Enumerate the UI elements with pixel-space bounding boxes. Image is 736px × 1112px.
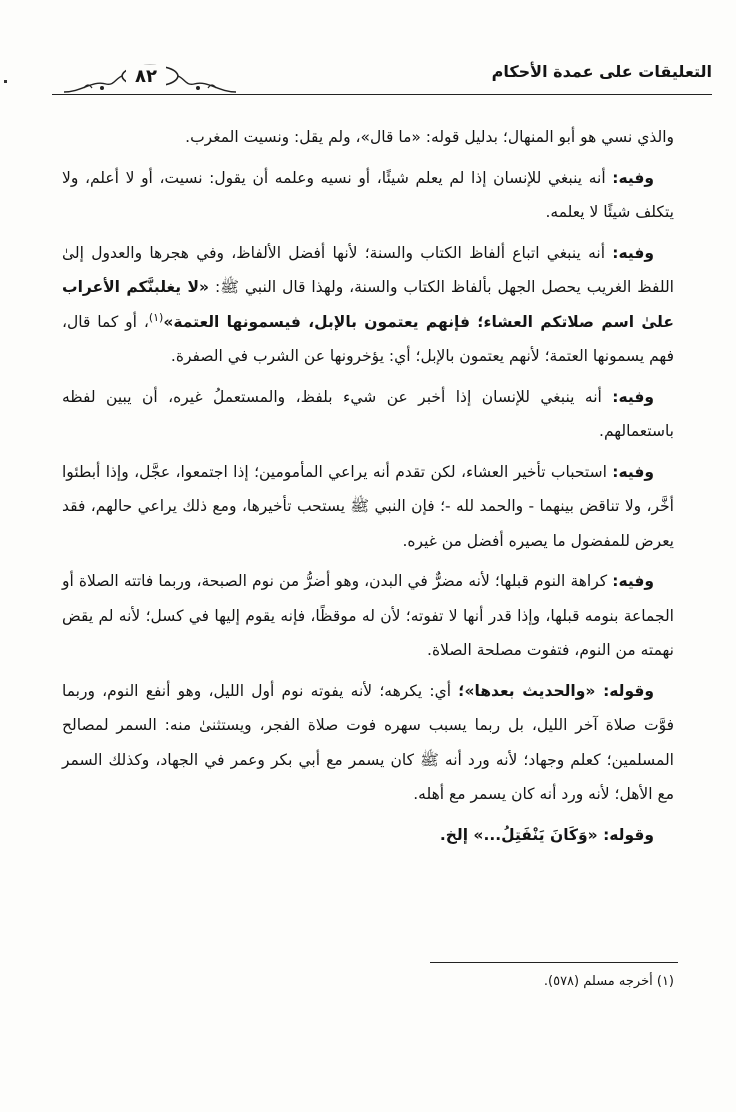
paragraph-2 xyxy=(62,161,674,230)
paragraph-3 xyxy=(62,236,674,374)
paragraph-lead: وقوله: «وَكَانَ يَنْفَتِلُ...» إلخ. xyxy=(439,825,654,844)
paragraph-lead: وفيه: xyxy=(612,243,654,262)
paragraph-4 xyxy=(62,380,674,449)
paragraph-5 xyxy=(62,455,674,559)
page-header xyxy=(52,58,712,106)
paragraph-text: أي: يكرهه؛ لأنه يفوته نوم أول الليل، وهو أنفع النوم، وربما فوَّت صلاة آخر الليل، بل ربما يسبب سهره فوت صلاة الفجر، ويستثنىٰ منه: السمر لمصالح المسلمين؛ كعلم وجهاد؛ لأنه ورد أنه ﷺ كان يسمر مع أبي بكر وعمر في الجهاد، وكذلك السمر مع الأهل؛ لأنه ورد أنه كان يسمر مع أهله. xyxy=(62,681,674,803)
paragraph-6 xyxy=(62,564,674,668)
paragraph-text: أنه ينبغي اتباع ألفاظ الكتاب والسنة؛ لأنها أفضل الألفاظ، وفي هجرها والعدول إلىٰ اللفظ الغريب يحصل الجهل بألفاظ الكتاب والسنة، ولهذا قال النبي ﷺ: xyxy=(62,243,674,296)
paragraph-text-continued: ، أو كما قال، فهم يسمونها العتمة؛ لأنهم يعتمون بالإبل؛ أي: يؤخرونها عن الشرب في الصفرة. xyxy=(62,312,674,365)
paragraph-text: أنه ينبغي للإنسان إذا لم يعلم شيئًا، أو نسيه وعلمه أن يقول: نسيت، أو لا أعلم، ولا يتكلف شيئًا لا يعلمه. xyxy=(62,168,674,221)
running-title: التعليقات على عمدة الأحكام xyxy=(491,62,712,81)
paragraph-1 xyxy=(62,120,674,155)
page-number-ornament xyxy=(62,58,238,98)
paragraph-lead: وفيه: xyxy=(612,462,654,481)
paragraph-8 xyxy=(62,818,674,853)
paragraph-lead: وفيه: xyxy=(612,572,654,590)
paragraph-lead: وفيه: xyxy=(612,387,654,406)
footnote: (١) أخرجه مسلم (٥٧٨). xyxy=(543,974,674,989)
page-number: ٨٢ xyxy=(126,65,166,89)
scan-speck xyxy=(4,80,7,83)
paragraph-7 xyxy=(62,674,674,812)
paragraph-lead: وفيه: xyxy=(612,168,654,187)
main-text xyxy=(62,120,674,858)
paragraph-text: والذي نسي هو أبو المنهال؛ بدليل قوله: «ما قال»، ولم يقل: ونسيت المغرب. xyxy=(185,128,674,146)
footnote-marker: (١) xyxy=(148,310,164,324)
paragraph-text: استحباب تأخير العشاء، لكن تقدم أنه يراعي المأمومين؛ إذا اجتمعوا، عجَّل، وإذا أبطئوا أخَّر، ولا تناقض بينهما - والحمد لله -؛ فإن النبي ﷺ يستحب تأخيرها، ومع ذلك يراعي حالهم، فقد يعرض للمفضول ما يصيره أفضل من غيره. xyxy=(62,462,674,550)
paragraph-text: أنه ينبغي للإنسان إذا أخبر عن شيء بلفظ، والمستعملُ غيره، أن يبين لفظه باستعمالهم. xyxy=(62,387,674,440)
footnote-rule xyxy=(430,962,678,963)
paragraph-text: كراهة النوم قبلها؛ لأنه مضرٌّ في البدن، وهو أضرُّ من نوم الصبحة، وربما فاتته الصلاة أو الجماعة بنومه قبلها، وإذا قدر أنها لا تفوته؛ لأن له موقظًا، فإنه يقوم إليها في كسل؛ لأنه لم يقض نهمته من النوم، فتفوت مصلحة الصلاة. xyxy=(62,572,674,659)
hadith-quote: «لا يغلبنَّكم الأعراب علىٰ اسم صلاتكم العشاء؛ فإنهم يعتمون بالإبل، فيسمونها العتمة» xyxy=(62,278,674,331)
paragraph-lead: وقوله: «والحديث بعدها»؛ xyxy=(458,681,654,700)
